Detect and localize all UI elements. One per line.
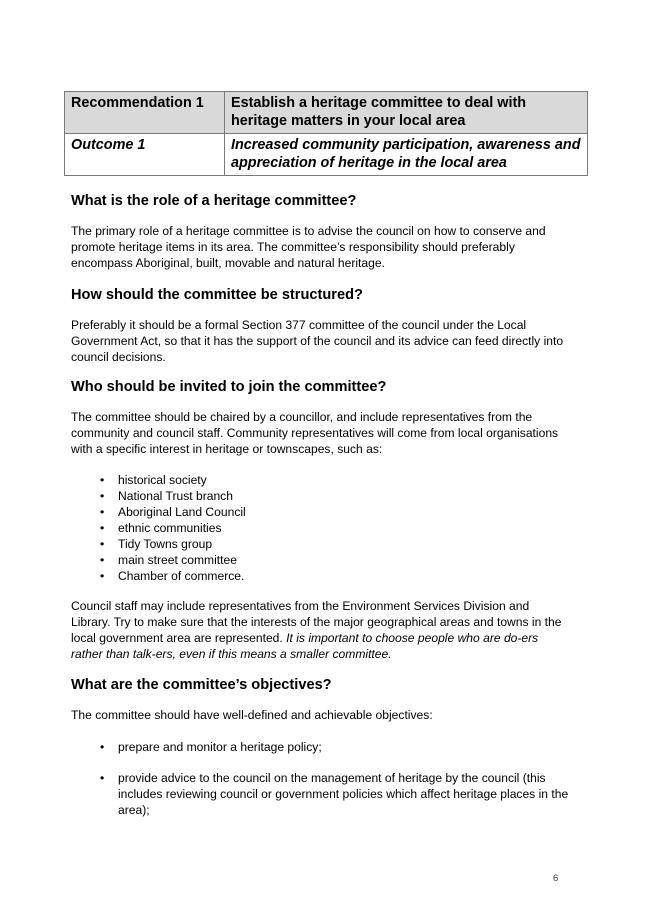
page-number: 6 [553,873,559,884]
objective-item: • provide advice to the council on the management of heritage by the council (this includes reviewing council or government policies which affect heritage places in the area); [100,770,588,818]
list-item: • Aboriginal Land Council [100,504,246,520]
objectives-intro-paragraph: The committee should have well-defined and achievable objectives: [71,708,433,722]
staff-paragraph [71,598,571,662]
list-item: • Chamber of commerce. [100,568,246,584]
invited-heading: Who should be invited to join the committee? [71,379,387,395]
list-item: • Tidy Towns group [100,536,246,552]
staff-text: Council staff may include representatives from the Environment Services Division and Library. Try to make sure that the interests of the major geographical areas and towns in the local government area are represented. [71,599,562,645]
staff-emphasis: It is important to choose people who are do-ers rather than talk-ers, even if this means a smaller committee. [71,631,539,661]
role-paragraph: The primary role of a heritage committee is to advise the council on how to conserve and promote heritage items in its area. The committee’s responsibility should preferably encompass Aboriginal, built, movable and natural heritage. [71,224,546,270]
recommendation-row [65,92,588,134]
invited-intro-paragraph: The committee should be chaired by a councillor, and include representatives from the community and council staff. Community representatives will come from local organisations with a specific interest in heritage or townscapes, such as: [71,410,559,456]
structure-heading: How should the committee be structured? [71,287,363,303]
list-item: • main street committee [100,552,246,568]
representatives-list [100,472,246,584]
objective-item: • prepare and monitor a heritage policy; [100,739,588,755]
recommendation-table [64,91,588,176]
list-item: • National Trust branch [100,488,246,504]
outcome-text: Increased community participation, awareness and appreciation of heritage in the local area [225,134,588,176]
list-item: • ethnic communities [100,520,246,536]
structure-paragraph: Preferably it should be a formal Section 377 committee of the council under the Local Government Act, so that it has the support of the council and its advice can feed directly into council decisions. [71,318,564,364]
role-heading: What is the role of a heritage committee? [71,193,357,209]
objectives-heading: What are the committee’s objectives? [71,677,332,693]
recommendation-label: Recommendation 1 [65,92,225,134]
outcome-label: Outcome 1 [65,134,225,176]
recommendation-text: Establish a heritage committee to deal with heritage matters in your local area [225,92,588,134]
outcome-row [65,134,588,176]
list-item: • historical society [100,472,246,488]
